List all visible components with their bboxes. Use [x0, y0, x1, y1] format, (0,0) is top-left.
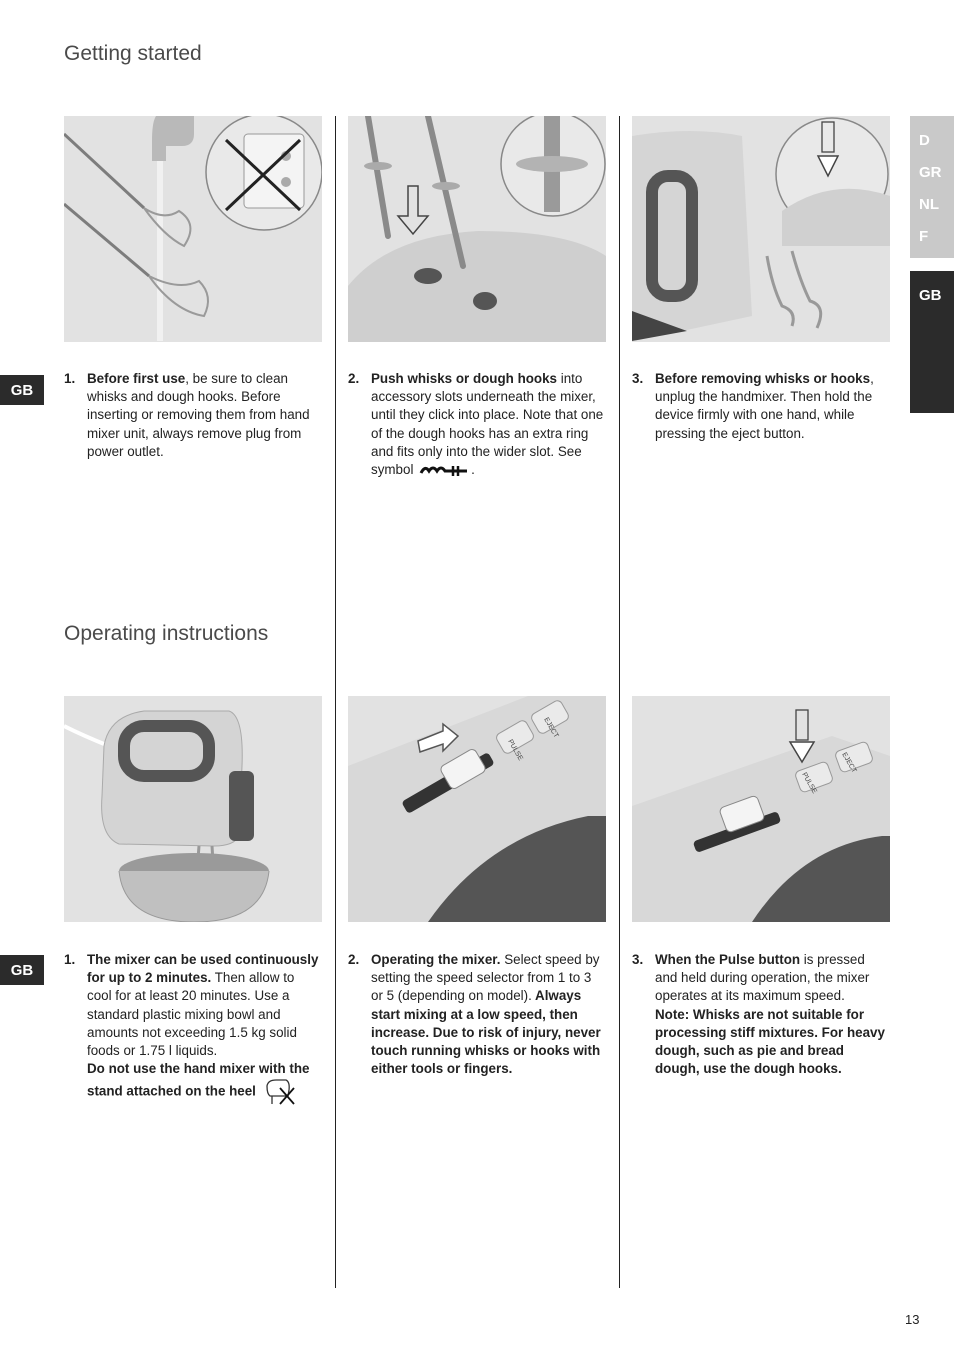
- no-stand-symbol-icon: [264, 1078, 296, 1106]
- illustration-speed-selector: [348, 696, 606, 922]
- pulse-label: PULSE: [506, 738, 524, 762]
- step-number: 2.: [348, 952, 360, 967]
- language-f: F: [919, 228, 929, 245]
- language-index: [910, 116, 954, 258]
- step-bold: Push whisks or dough hooks: [371, 371, 557, 386]
- eject-label: EJECT: [542, 716, 560, 740]
- page-number: 13: [905, 1312, 920, 1327]
- step-number: 3.: [632, 371, 644, 386]
- operating-step-1: [64, 951, 322, 1106]
- illustration-eject: [632, 116, 890, 342]
- step-bold: Before first use: [87, 371, 186, 386]
- column-divider: [619, 116, 620, 1288]
- language-gb: GB: [919, 287, 942, 304]
- step-text: Then allow to cool for at least 20 minutes. Use a standard plastic mixing bowl and amounts not exceeding 1.5 kg solid foods or 1.75 l liquids.: [87, 970, 297, 1059]
- step-number: 2.: [348, 371, 360, 386]
- language-tab-gb: GB: [0, 955, 44, 985]
- illustration-inserting-hooks: [348, 116, 606, 342]
- getting-started-step-1: [64, 370, 322, 461]
- getting-started-step-3: [632, 370, 890, 443]
- step-bold: The mixer can be used continuously for up to 2 minutes.: [87, 952, 319, 986]
- step-warning: Do not use the hand mixer with the stand attached on the heel: [87, 1061, 310, 1099]
- language-tab-gb: GB: [0, 375, 44, 405]
- illustration-pulse-button: [632, 696, 890, 922]
- column-divider: [335, 116, 336, 1288]
- step-number: 3.: [632, 952, 644, 967]
- section-title-getting-started: Getting started: [64, 42, 202, 65]
- getting-started-step-2: [348, 370, 606, 479]
- step-text: Select speed by setting the speed selector from 1 to 3 or 5 (depending on model).: [371, 952, 600, 1004]
- step-bold: When the Pulse button: [655, 952, 801, 967]
- step-text: , unplug the handmixer. Then hold the device firmly with one hand, while pressing the eject button.: [655, 371, 874, 441]
- operating-step-3: [632, 951, 890, 1078]
- operating-step-2: [348, 951, 606, 1078]
- step-text: , be sure to clean whisks and dough hooks. Before inserting or removing them from hand mixer unit, always remove plug from power outlet.: [87, 371, 310, 459]
- language-nl: NL: [919, 196, 939, 213]
- step-number: 1.: [64, 371, 76, 386]
- language-active: [910, 271, 954, 413]
- step-bold: Before removing whisks or hooks: [655, 371, 871, 386]
- step-end: .: [471, 462, 475, 478]
- language-gr: GR: [919, 164, 942, 181]
- step-warning: Note: Whisks are not suitable for processing stiff mixtures. For heavy dough, such as pie and bread dough, use the dough hooks.: [655, 1006, 885, 1077]
- eject-label: EJECT: [840, 751, 858, 775]
- illustration-mixer-bowl: [64, 696, 322, 922]
- wide-slot-symbol-icon: [417, 463, 471, 477]
- section-title-operating-instructions: Operating instructions: [64, 622, 269, 645]
- step-warning: Always start mixing at a low speed, then increase. Due to risk of injury, never touch running whisks or hooks with either tools or fingers.: [371, 988, 601, 1077]
- step-bold: Operating the mixer.: [371, 952, 501, 967]
- step-number: 1.: [64, 952, 76, 967]
- language-d: D: [919, 132, 930, 149]
- step-text: into accessory slots underneath the mixer, until they click into place. Note that one of the dough hooks has an extra ring and fits only into the wider slot. See symbol: [371, 371, 604, 478]
- step-text: is pressed and held during operation, the mixer operates at its maximum speed.: [655, 952, 870, 1004]
- pulse-label: PULSE: [800, 771, 818, 795]
- illustration-cleaning-whisks: [64, 116, 322, 342]
